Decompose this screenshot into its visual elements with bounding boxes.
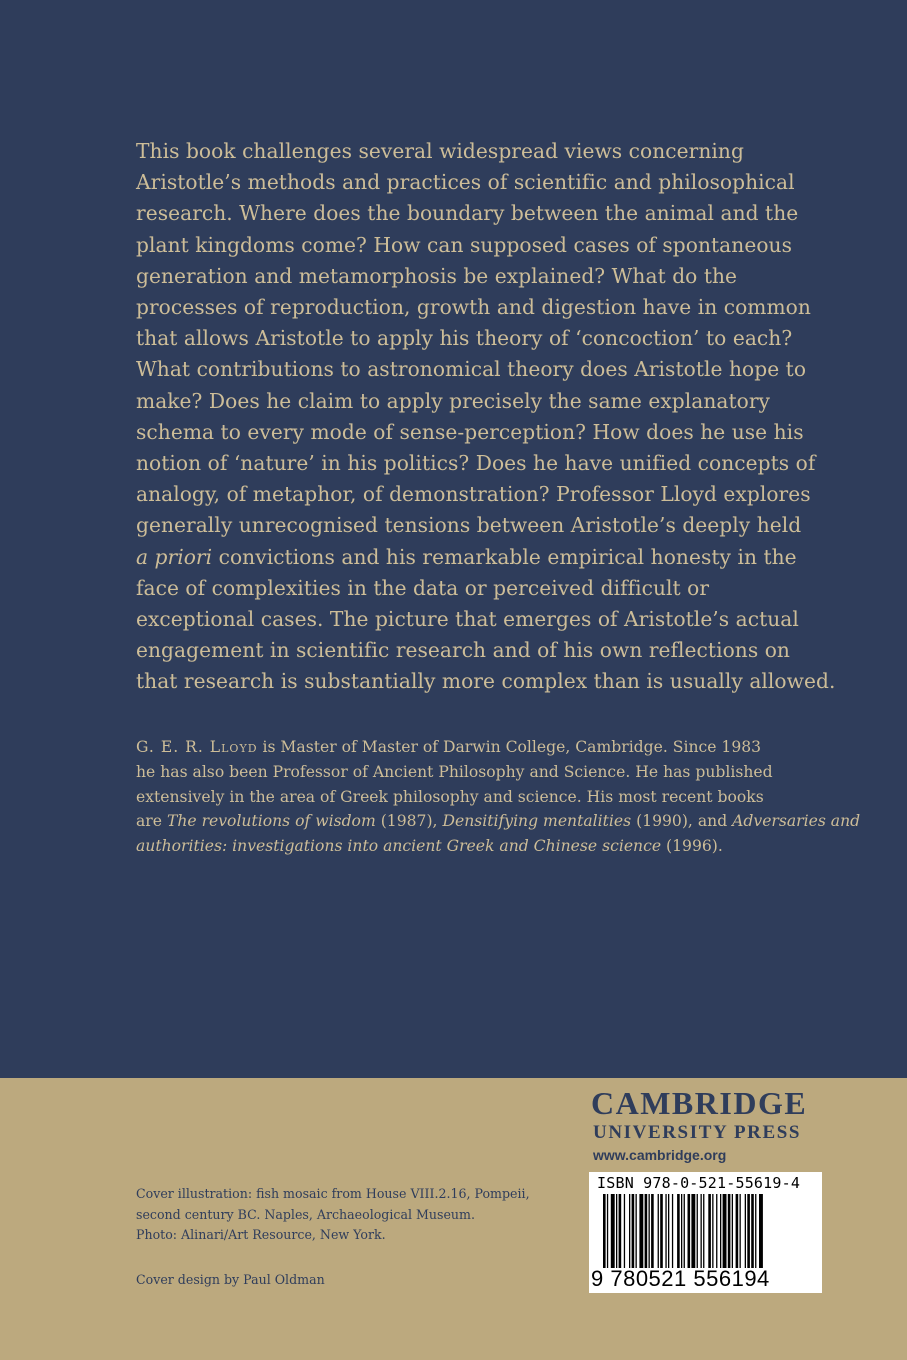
blurb-line: that allows Aristotle to apply his theory of ‘concoction’ to each? (136, 326, 793, 351)
book-title: authorities: investigations into ancient Greek and Chinese science (136, 837, 662, 856)
cover-credits (136, 1184, 530, 1246)
publisher-subtitle: UNIVERSITY PRESS (593, 1122, 802, 1143)
blurb-line: schema to every mode of sense-perception? How does he use his (136, 419, 804, 444)
book-title: Adversaries and (732, 812, 861, 831)
barcode-icon (603, 1194, 808, 1268)
bio-line (136, 809, 861, 834)
blurb-line: analogy, of metaphor, of demonstration? Professor Lloyd explores (136, 482, 811, 507)
credit-line: second century BC. Naples, Archaeological Museum. (136, 1206, 475, 1222)
book-title: The revolutions of wisdom (166, 812, 376, 831)
credit-line: Cover illustration: fish mosaic from House VIII.2.16, Pompeii, (136, 1186, 530, 1201)
blurb-line: plant kingdoms come? How can supposed cases of spontaneous (136, 232, 792, 257)
blurb-line: What contributions to astronomical theory does Aristotle hope to (136, 357, 807, 382)
publisher-logo: CAMBRIDGE (591, 1085, 808, 1121)
credit-line: Photo: Alinari/Art Resource, New York. (136, 1227, 386, 1242)
bio-line: he has also been Professor of Ancient Philosophy and Science. He has published (136, 762, 773, 781)
ean-text: 9 780521 556194 (591, 1266, 770, 1291)
blurb-line-rest: convictions and his remarkable empirical honesty in the (212, 544, 797, 569)
blurb-line: generally unrecognised tensions between Aristotle’s deeply held (136, 513, 802, 538)
isbn-text: ISBN 978-0-521-55619-4 (597, 1174, 801, 1192)
blurb-line: that research is substantially more complex than is usually allowed. (136, 669, 836, 694)
bio-line (136, 834, 796, 859)
blurb-line: This book challenges several widespread views concerning (136, 139, 744, 163)
blurb-line: generation and metamorphosis be explained? What do the (136, 263, 738, 288)
bio-line: extensively in the area of Greek philosophy and science. His most recent books (136, 787, 764, 806)
author-name: G. E. R. Lloyd (136, 738, 258, 756)
book-blurb (136, 136, 836, 698)
bio-text: are (136, 812, 167, 831)
barcode (589, 1172, 822, 1293)
blurb-line: Aristotle’s methods and practices of scientific and philosophical (136, 170, 795, 195)
blurb-line: face of complexities in the data or perceived difficult or (136, 575, 710, 600)
book-title: Densitifying mentalities (442, 812, 632, 831)
blurb-line: processes of reproduction, growth and digestion have in common (136, 295, 811, 320)
cover-design-credit: Cover design by Paul Oldman (136, 1272, 325, 1287)
blurb-line: exceptional cases. The picture that emerges of Aristotle’s actual (136, 607, 799, 632)
blurb-line: make? Does he claim to apply precisely the same explanatory (136, 388, 770, 413)
publisher-url[interactable]: www.cambridge.org (593, 1147, 727, 1163)
bio-line (136, 735, 796, 760)
bio-text: (1987), (375, 812, 443, 831)
bio-text: (1996). (661, 837, 723, 856)
a-priori-italic: a priori (136, 544, 213, 569)
blurb-line: research. Where does the boundary between the animal and the (136, 201, 799, 226)
blurb-line: notion of ‘nature’ in his politics? Does he have unified concepts of (136, 451, 816, 476)
bio-text: (1990), and (631, 812, 733, 831)
bio-text: is Master of Master of Darwin College, Cambridge. Since 1983 (257, 738, 762, 756)
author-bio (136, 735, 861, 859)
blurb-line (136, 542, 797, 573)
blurb-line: engagement in scientific research and of his own reflections on (136, 638, 790, 663)
